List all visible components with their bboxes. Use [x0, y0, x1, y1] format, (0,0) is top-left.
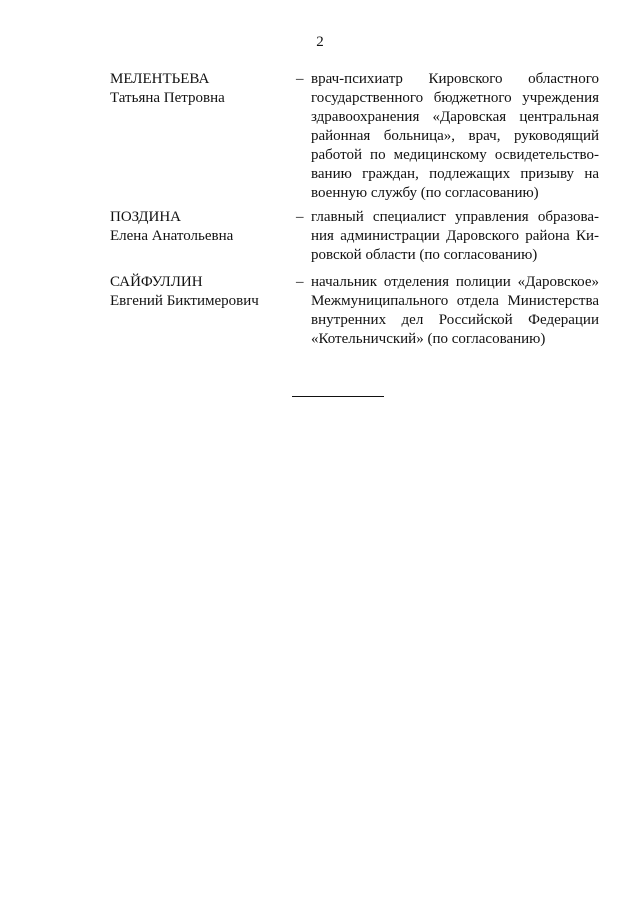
- member-position: врач-психиатр Кировского областного государственного бюджетного учреждения здравоохранения «Даровская центральная районная больница», врач, руководящий работой по медицинскому освидетельство-ванию граждан, подлежащих призыву на военную службу (по согласованию): [311, 71, 599, 201]
- member-name: [110, 208, 280, 246]
- member-name: [110, 70, 280, 108]
- member-surname: САЙФУЛЛИН: [110, 274, 203, 290]
- member-given-names: Татьяна Петровна: [110, 90, 225, 106]
- entry-dash: –: [296, 71, 304, 87]
- member-surname: ПОЗДИНА: [110, 209, 181, 225]
- entry-dash: –: [296, 274, 304, 290]
- member-name: [110, 273, 280, 311]
- page-number: 2: [316, 34, 324, 50]
- member-position: начальник отделения полиции «Даровское» Межмуниципального отдела Министерства внутренних дел Российской Федерации «Котельничский» (по согласованию): [311, 274, 599, 347]
- member-surname: МЕЛЕНТЬЕВА: [110, 71, 210, 87]
- member-position: главный специалист управления образова-ния администрации Даровского района Ки-ровской области (по согласованию): [311, 209, 599, 263]
- member-given-names: Евгений Биктимерович: [110, 293, 259, 309]
- entry-dash: –: [296, 209, 304, 225]
- end-of-list-rule: [292, 396, 384, 397]
- member-given-names: Елена Анатольевна: [110, 228, 234, 244]
